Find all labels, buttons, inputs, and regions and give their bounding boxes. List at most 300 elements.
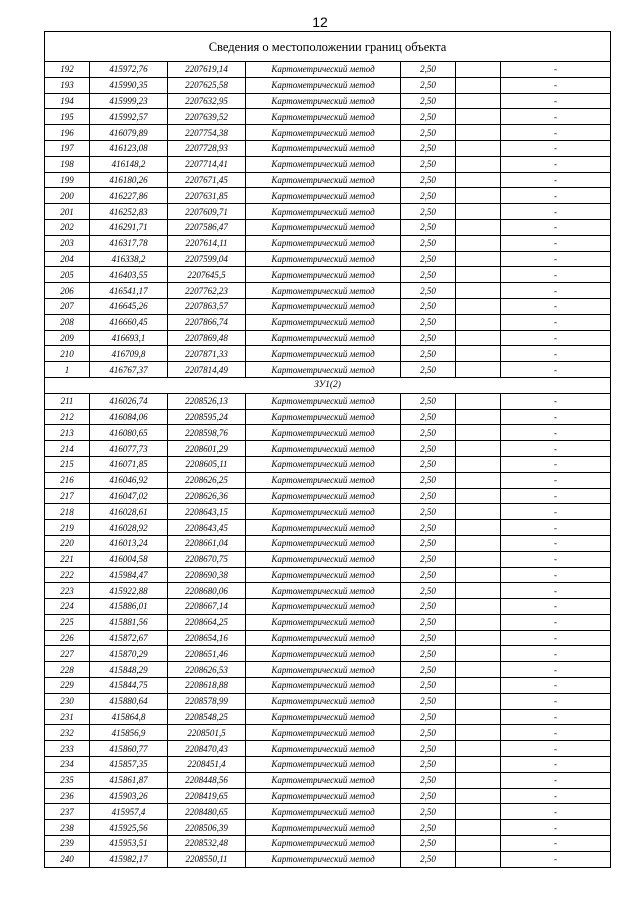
x-coordinate-cell: 415999,23	[90, 93, 168, 109]
y-coordinate-cell: 2208643,15	[168, 504, 246, 520]
accuracy-cell: 2,50	[401, 630, 456, 646]
note-cell: -	[501, 441, 611, 457]
method-cell: Картометрический метод	[246, 409, 401, 425]
method-cell: Картометрический метод	[246, 741, 401, 757]
note-cell: -	[501, 140, 611, 156]
x-coordinate-cell: 416028,61	[90, 504, 168, 520]
y-coordinate-cell: 2208651,46	[168, 646, 246, 662]
table-title: Сведения о местоположении границ объекта	[45, 32, 611, 62]
description-cell	[456, 725, 501, 741]
y-coordinate-cell: 2207814,49	[168, 362, 246, 378]
point-number-cell: 224	[45, 599, 90, 615]
point-number-cell: 221	[45, 551, 90, 567]
x-coordinate-cell: 415992,57	[90, 109, 168, 125]
method-cell: Картометрический метод	[246, 204, 401, 220]
table-row	[45, 804, 611, 820]
description-cell	[456, 504, 501, 520]
accuracy-cell: 2,50	[401, 125, 456, 141]
table-row	[45, 425, 611, 441]
x-coordinate-cell: 416338,2	[90, 251, 168, 267]
note-cell: -	[501, 836, 611, 852]
description-cell	[456, 140, 501, 156]
method-cell: Картометрический метод	[246, 709, 401, 725]
accuracy-cell: 2,50	[401, 472, 456, 488]
table-row	[45, 204, 611, 220]
method-cell: Картометрический метод	[246, 93, 401, 109]
accuracy-cell: 2,50	[401, 172, 456, 188]
x-coordinate-cell: 416227,86	[90, 188, 168, 204]
table-row	[45, 330, 611, 346]
point-number-cell: 198	[45, 156, 90, 172]
description-cell	[456, 662, 501, 678]
description-cell	[456, 836, 501, 852]
accuracy-cell: 2,50	[401, 441, 456, 457]
point-number-cell: 209	[45, 330, 90, 346]
accuracy-cell: 2,50	[401, 741, 456, 757]
table-row	[45, 488, 611, 504]
x-coordinate-cell: 416252,83	[90, 204, 168, 220]
x-coordinate-cell: 416180,26	[90, 172, 168, 188]
accuracy-cell: 2,50	[401, 488, 456, 504]
table-row	[45, 820, 611, 836]
point-number-cell: 210	[45, 346, 90, 362]
x-coordinate-cell: 416004,58	[90, 551, 168, 567]
accuracy-cell: 2,50	[401, 836, 456, 852]
x-coordinate-cell: 415856,9	[90, 725, 168, 741]
point-number-cell: 218	[45, 504, 90, 520]
y-coordinate-cell: 2207728,93	[168, 140, 246, 156]
y-coordinate-cell: 2208532,48	[168, 836, 246, 852]
note-cell: -	[501, 109, 611, 125]
table-row	[45, 172, 611, 188]
y-coordinate-cell: 2207754,38	[168, 125, 246, 141]
point-number-cell: 225	[45, 614, 90, 630]
note-cell: -	[501, 678, 611, 694]
table-row	[45, 599, 611, 615]
description-cell	[456, 646, 501, 662]
description-cell	[456, 156, 501, 172]
description-cell	[456, 456, 501, 472]
description-cell	[456, 535, 501, 551]
note-cell: -	[501, 346, 611, 362]
y-coordinate-cell: 2207631,85	[168, 188, 246, 204]
note-cell: -	[501, 125, 611, 141]
method-cell: Картометрический метод	[246, 678, 401, 694]
note-cell: -	[501, 804, 611, 820]
y-coordinate-cell: 2207671,45	[168, 172, 246, 188]
method-cell: Картометрический метод	[246, 662, 401, 678]
y-coordinate-cell: 2207762,23	[168, 283, 246, 299]
accuracy-cell: 2,50	[401, 156, 456, 172]
description-cell	[456, 93, 501, 109]
description-cell	[456, 188, 501, 204]
description-cell	[456, 599, 501, 615]
x-coordinate-cell: 416403,55	[90, 267, 168, 283]
point-number-cell: 199	[45, 172, 90, 188]
x-coordinate-cell: 415922,88	[90, 583, 168, 599]
method-cell: Картометрический метод	[246, 330, 401, 346]
table-row	[45, 251, 611, 267]
table-row	[45, 283, 611, 299]
method-cell: Картометрический метод	[246, 393, 401, 409]
y-coordinate-cell: 2207869,48	[168, 330, 246, 346]
note-cell: -	[501, 741, 611, 757]
note-cell: -	[501, 267, 611, 283]
method-cell: Картометрический метод	[246, 725, 401, 741]
point-number-cell: 222	[45, 567, 90, 583]
description-cell	[456, 283, 501, 299]
accuracy-cell: 2,50	[401, 93, 456, 109]
point-number-cell: 234	[45, 757, 90, 773]
table-row	[45, 709, 611, 725]
y-coordinate-cell: 2208550,11	[168, 851, 246, 867]
table-row	[45, 456, 611, 472]
accuracy-cell: 2,50	[401, 646, 456, 662]
method-cell: Картометрический метод	[246, 235, 401, 251]
accuracy-cell: 2,50	[401, 204, 456, 220]
accuracy-cell: 2,50	[401, 788, 456, 804]
method-cell: Картометрический метод	[246, 520, 401, 536]
description-cell	[456, 804, 501, 820]
y-coordinate-cell: 2207614,11	[168, 235, 246, 251]
y-coordinate-cell: 2207645,5	[168, 267, 246, 283]
y-coordinate-cell: 2208667,14	[168, 599, 246, 615]
accuracy-cell: 2,50	[401, 851, 456, 867]
table-row	[45, 851, 611, 867]
x-coordinate-cell: 415872,67	[90, 630, 168, 646]
method-cell: Картометрический метод	[246, 109, 401, 125]
note-cell: -	[501, 583, 611, 599]
accuracy-cell: 2,50	[401, 109, 456, 125]
x-coordinate-cell: 416084,06	[90, 409, 168, 425]
note-cell: -	[501, 630, 611, 646]
x-coordinate-cell: 416080,65	[90, 425, 168, 441]
point-number-cell: 215	[45, 456, 90, 472]
table-row	[45, 678, 611, 694]
point-number-cell: 194	[45, 93, 90, 109]
table-row	[45, 646, 611, 662]
y-coordinate-cell: 2207863,57	[168, 298, 246, 314]
description-cell	[456, 235, 501, 251]
y-coordinate-cell: 2208654,16	[168, 630, 246, 646]
point-number-cell: 231	[45, 709, 90, 725]
y-coordinate-cell: 2207871,33	[168, 346, 246, 362]
x-coordinate-cell: 415860,77	[90, 741, 168, 757]
x-coordinate-cell: 415990,35	[90, 77, 168, 93]
point-number-cell: 202	[45, 219, 90, 235]
note-cell: -	[501, 283, 611, 299]
y-coordinate-cell: 2208448,56	[168, 772, 246, 788]
method-cell: Картометрический метод	[246, 504, 401, 520]
y-coordinate-cell: 2208670,75	[168, 551, 246, 567]
description-cell	[456, 678, 501, 694]
y-coordinate-cell: 2208626,53	[168, 662, 246, 678]
table-body	[45, 62, 611, 868]
x-coordinate-cell: 416046,92	[90, 472, 168, 488]
method-cell: Картометрический метод	[246, 757, 401, 773]
description-cell	[456, 267, 501, 283]
note-cell: -	[501, 172, 611, 188]
description-cell	[456, 441, 501, 457]
method-cell: Картометрический метод	[246, 188, 401, 204]
description-cell	[456, 630, 501, 646]
point-number-cell: 196	[45, 125, 90, 141]
accuracy-cell: 2,50	[401, 267, 456, 283]
table-row	[45, 741, 611, 757]
note-cell: -	[501, 535, 611, 551]
note-cell: -	[501, 62, 611, 78]
y-coordinate-cell: 2207866,74	[168, 314, 246, 330]
description-cell	[456, 125, 501, 141]
table-row	[45, 109, 611, 125]
y-coordinate-cell: 2208506,39	[168, 820, 246, 836]
y-coordinate-cell: 2208626,25	[168, 472, 246, 488]
x-coordinate-cell: 416148,2	[90, 156, 168, 172]
note-cell: -	[501, 646, 611, 662]
description-cell	[456, 251, 501, 267]
method-cell: Картометрический метод	[246, 472, 401, 488]
y-coordinate-cell: 2207599,04	[168, 251, 246, 267]
table-row	[45, 630, 611, 646]
method-cell: Картометрический метод	[246, 172, 401, 188]
point-number-cell: 227	[45, 646, 90, 662]
table-row	[45, 346, 611, 362]
point-number-cell: 239	[45, 836, 90, 852]
accuracy-cell: 2,50	[401, 219, 456, 235]
accuracy-cell: 2,50	[401, 599, 456, 615]
x-coordinate-cell: 416047,02	[90, 488, 168, 504]
x-coordinate-cell: 416693,1	[90, 330, 168, 346]
note-cell: -	[501, 77, 611, 93]
accuracy-cell: 2,50	[401, 551, 456, 567]
method-cell: Картометрический метод	[246, 425, 401, 441]
method-cell: Картометрический метод	[246, 646, 401, 662]
note-cell: -	[501, 820, 611, 836]
point-number-cell: 214	[45, 441, 90, 457]
table-row	[45, 393, 611, 409]
x-coordinate-cell: 415886,01	[90, 599, 168, 615]
table-row	[45, 362, 611, 378]
note-cell: -	[501, 614, 611, 630]
table-row	[45, 836, 611, 852]
note-cell: -	[501, 725, 611, 741]
y-coordinate-cell: 2208578,99	[168, 693, 246, 709]
accuracy-cell: 2,50	[401, 456, 456, 472]
note-cell: -	[501, 204, 611, 220]
accuracy-cell: 2,50	[401, 62, 456, 78]
accuracy-cell: 2,50	[401, 709, 456, 725]
accuracy-cell: 2,50	[401, 393, 456, 409]
point-number-cell: 228	[45, 662, 90, 678]
description-cell	[456, 109, 501, 125]
table-row	[45, 62, 611, 78]
y-coordinate-cell: 2208690,38	[168, 567, 246, 583]
table-row	[45, 188, 611, 204]
note-cell: -	[501, 314, 611, 330]
method-cell: Картометрический метод	[246, 583, 401, 599]
y-coordinate-cell: 2208664,25	[168, 614, 246, 630]
y-coordinate-cell: 2208526,13	[168, 393, 246, 409]
y-coordinate-cell: 2208595,24	[168, 409, 246, 425]
method-cell: Картометрический метод	[246, 551, 401, 567]
method-cell: Картометрический метод	[246, 804, 401, 820]
y-coordinate-cell: 2207639,52	[168, 109, 246, 125]
x-coordinate-cell: 415953,51	[90, 836, 168, 852]
x-coordinate-cell: 416645,26	[90, 298, 168, 314]
table-row	[45, 298, 611, 314]
note-cell: -	[501, 504, 611, 520]
method-cell: Картометрический метод	[246, 219, 401, 235]
method-cell: Картометрический метод	[246, 535, 401, 551]
x-coordinate-cell: 416028,92	[90, 520, 168, 536]
accuracy-cell: 2,50	[401, 725, 456, 741]
y-coordinate-cell: 2208598,76	[168, 425, 246, 441]
x-coordinate-cell: 416123,08	[90, 140, 168, 156]
description-cell	[456, 583, 501, 599]
note-cell: -	[501, 772, 611, 788]
description-cell	[456, 567, 501, 583]
point-number-cell: 203	[45, 235, 90, 251]
method-cell: Картометрический метод	[246, 614, 401, 630]
accuracy-cell: 2,50	[401, 298, 456, 314]
description-cell	[456, 362, 501, 378]
y-coordinate-cell: 2208451,4	[168, 757, 246, 773]
method-cell: Картометрический метод	[246, 488, 401, 504]
description-cell	[456, 314, 501, 330]
table-row	[45, 219, 611, 235]
method-cell: Картометрический метод	[246, 456, 401, 472]
point-number-cell: 217	[45, 488, 90, 504]
table-row	[45, 583, 611, 599]
x-coordinate-cell: 415881,56	[90, 614, 168, 630]
method-cell: Картометрический метод	[246, 140, 401, 156]
accuracy-cell: 2,50	[401, 693, 456, 709]
table-row	[45, 614, 611, 630]
method-cell: Картометрический метод	[246, 599, 401, 615]
table-row	[45, 551, 611, 567]
description-cell	[456, 172, 501, 188]
note-cell: -	[501, 851, 611, 867]
description-cell	[456, 741, 501, 757]
method-cell: Картометрический метод	[246, 567, 401, 583]
note-cell: -	[501, 662, 611, 678]
y-coordinate-cell: 2208661,04	[168, 535, 246, 551]
x-coordinate-cell: 415880,64	[90, 693, 168, 709]
table-row	[45, 504, 611, 520]
method-cell: Картометрический метод	[246, 283, 401, 299]
x-coordinate-cell: 416317,78	[90, 235, 168, 251]
method-cell: Картометрический метод	[246, 251, 401, 267]
note-cell: -	[501, 551, 611, 567]
accuracy-cell: 2,50	[401, 662, 456, 678]
description-cell	[456, 77, 501, 93]
description-cell	[456, 472, 501, 488]
accuracy-cell: 2,50	[401, 283, 456, 299]
x-coordinate-cell: 415903,26	[90, 788, 168, 804]
x-coordinate-cell: 416291,71	[90, 219, 168, 235]
description-cell	[456, 62, 501, 78]
note-cell: -	[501, 219, 611, 235]
y-coordinate-cell: 2207632,95	[168, 93, 246, 109]
note-cell: -	[501, 757, 611, 773]
point-number-cell: 206	[45, 283, 90, 299]
table-row	[45, 472, 611, 488]
y-coordinate-cell: 2208419,65	[168, 788, 246, 804]
description-cell	[456, 425, 501, 441]
note-cell: -	[501, 693, 611, 709]
accuracy-cell: 2,50	[401, 314, 456, 330]
description-cell	[456, 772, 501, 788]
table-row	[45, 125, 611, 141]
y-coordinate-cell: 2208626,36	[168, 488, 246, 504]
section-label: ЗУ1(2)	[45, 377, 611, 393]
x-coordinate-cell: 415848,29	[90, 662, 168, 678]
note-cell: -	[501, 393, 611, 409]
y-coordinate-cell: 2207586,47	[168, 219, 246, 235]
accuracy-cell: 2,50	[401, 330, 456, 346]
accuracy-cell: 2,50	[401, 251, 456, 267]
point-number-cell: 237	[45, 804, 90, 820]
table-row	[45, 235, 611, 251]
table-row	[45, 156, 611, 172]
point-number-cell: 195	[45, 109, 90, 125]
table-row	[45, 267, 611, 283]
accuracy-cell: 2,50	[401, 409, 456, 425]
point-number-cell: 238	[45, 820, 90, 836]
table-row	[45, 93, 611, 109]
note-cell: -	[501, 456, 611, 472]
point-number-cell: 235	[45, 772, 90, 788]
note-cell: -	[501, 251, 611, 267]
y-coordinate-cell: 2208601,29	[168, 441, 246, 457]
note-cell: -	[501, 425, 611, 441]
accuracy-cell: 2,50	[401, 188, 456, 204]
x-coordinate-cell: 415925,56	[90, 820, 168, 836]
x-coordinate-cell: 416026,74	[90, 393, 168, 409]
y-coordinate-cell: 2207619,14	[168, 62, 246, 78]
x-coordinate-cell: 416541,17	[90, 283, 168, 299]
accuracy-cell: 2,50	[401, 772, 456, 788]
accuracy-cell: 2,50	[401, 583, 456, 599]
accuracy-cell: 2,50	[401, 567, 456, 583]
method-cell: Картометрический метод	[246, 820, 401, 836]
y-coordinate-cell: 2208548,25	[168, 709, 246, 725]
x-coordinate-cell: 415972,76	[90, 62, 168, 78]
description-cell	[456, 614, 501, 630]
description-cell	[456, 520, 501, 536]
y-coordinate-cell: 2208643,45	[168, 520, 246, 536]
table-row	[45, 788, 611, 804]
method-cell: Картометрический метод	[246, 836, 401, 852]
method-cell: Картометрический метод	[246, 441, 401, 457]
y-coordinate-cell: 2208618,88	[168, 678, 246, 694]
table-row	[45, 520, 611, 536]
method-cell: Картометрический метод	[246, 298, 401, 314]
method-cell: Картометрический метод	[246, 346, 401, 362]
point-number-cell: 205	[45, 267, 90, 283]
x-coordinate-cell: 415982,17	[90, 851, 168, 867]
method-cell: Картометрический метод	[246, 267, 401, 283]
table-row	[45, 409, 611, 425]
y-coordinate-cell: 2207609,71	[168, 204, 246, 220]
point-number-cell: 208	[45, 314, 90, 330]
accuracy-cell: 2,50	[401, 504, 456, 520]
x-coordinate-cell: 415844,75	[90, 678, 168, 694]
point-number-cell: 1	[45, 362, 90, 378]
description-cell	[456, 551, 501, 567]
description-cell	[456, 409, 501, 425]
point-number-cell: 193	[45, 77, 90, 93]
